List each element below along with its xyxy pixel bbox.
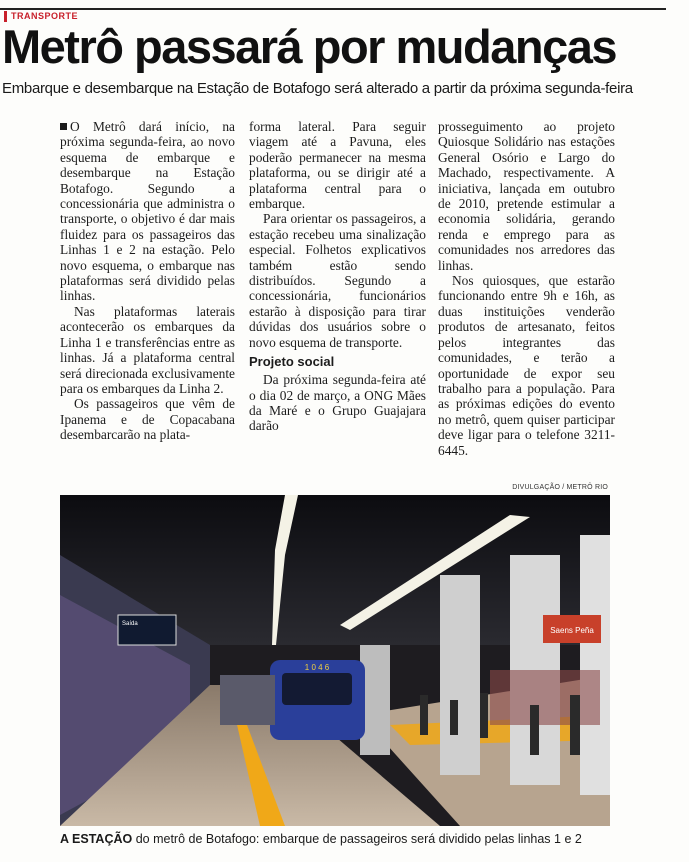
- directional-sign: [118, 615, 176, 645]
- top-rule: [0, 8, 666, 10]
- article-paragraph: forma lateral. Para seguir viagem até a Pavuna, eles poderão permanecer na mesma plataforma, ou se dirigir até a plataforma central para o embarque.: [249, 119, 426, 212]
- article-paragraph: O Metrô dará início, na próxima segunda-feira, ao novo esquema de embarque e desembarque na Estação Botafogo. Segundo a concessionária que administra o transporte, o objetivo é dar mais fluidez para os passageiros das Linhas 1 e 2 na estação. Pelo novo esquema, o embarque nas plataformas será dividido pelas linhas.: [60, 119, 235, 304]
- article-paragraph: Para orientar os passageiros, a estação recebeu uma sinalização especial. Folhetos explicativos também estão sendo distribuídos. Segundo a concessionária, funcionários estarão à disposição para tirar dúvidas dos usuários sobre o novo esquema de transporte.: [249, 211, 426, 350]
- article-paragraph: Nas plataformas laterais acontecerão os embarques da Linha 1 e transferências entre as linhas. Já a plataforma central será direcionada exclusivamente para os embarques da Linha 2.: [60, 303, 235, 396]
- bullet-icon: [60, 123, 67, 130]
- station-illustration: [60, 495, 610, 826]
- article-column-1: [60, 119, 235, 471]
- article-column-3: [438, 119, 615, 471]
- section-subtitle: Projeto social: [249, 354, 335, 370]
- train-front-sign: 1 0 4 6: [304, 663, 330, 672]
- article-column-2: [249, 119, 426, 471]
- photo-credit: DIVULGAÇÃO / METRÔ RIO: [512, 484, 608, 491]
- station-photo: [60, 495, 610, 826]
- article-paragraph: Os passageiros que vêm de Ipanema e de Copacabana desembarcarão na plata-: [60, 396, 235, 443]
- headline: Metrô passará por mudanças: [2, 20, 616, 73]
- section-tag: TRANSPORTE: [4, 11, 82, 22]
- directional-sign-label: Saída: [122, 621, 138, 627]
- photo-caption: [60, 832, 660, 846]
- station-sign-label: Saens Peña: [550, 626, 594, 635]
- article-paragraph: Da próxima segunda-feira até o dia 02 de março, a ONG Mães da Maré e o Grupo Guajajara darão: [249, 372, 426, 434]
- subheadline: Embarque e desembarque na Estação de Botafogo será alterado a partir da próxima segunda-feira: [2, 80, 633, 97]
- article-paragraph: Nos quiosques, que estarão funcionando entre 9h e 16h, as duas instituições venderão produtos de artesanato, feitos pelos integrantes das comunidades, e terão a oportunidade de expor seu trabalho para a população. Para as próximas edições do evento no metrô, quem quiser participar deve ligar para o telefone 3211-6445.: [438, 273, 615, 458]
- caption-text: do metrô de Botafogo: embarque de passageiros será dividido pelas linhas 1 e 2: [132, 832, 582, 846]
- caption-lead: A ESTAÇÃO: [60, 832, 133, 846]
- article-paragraph: prosseguimento ao projeto Quiosque Solidário nas estações General Osório e Largo do Machado, respectivamente. A iniciativa, lançada em outubro de 2010, pretende estimular a economia solidária, gerando renda e emprego para as comunidades nos arredores das linhas.: [438, 119, 615, 273]
